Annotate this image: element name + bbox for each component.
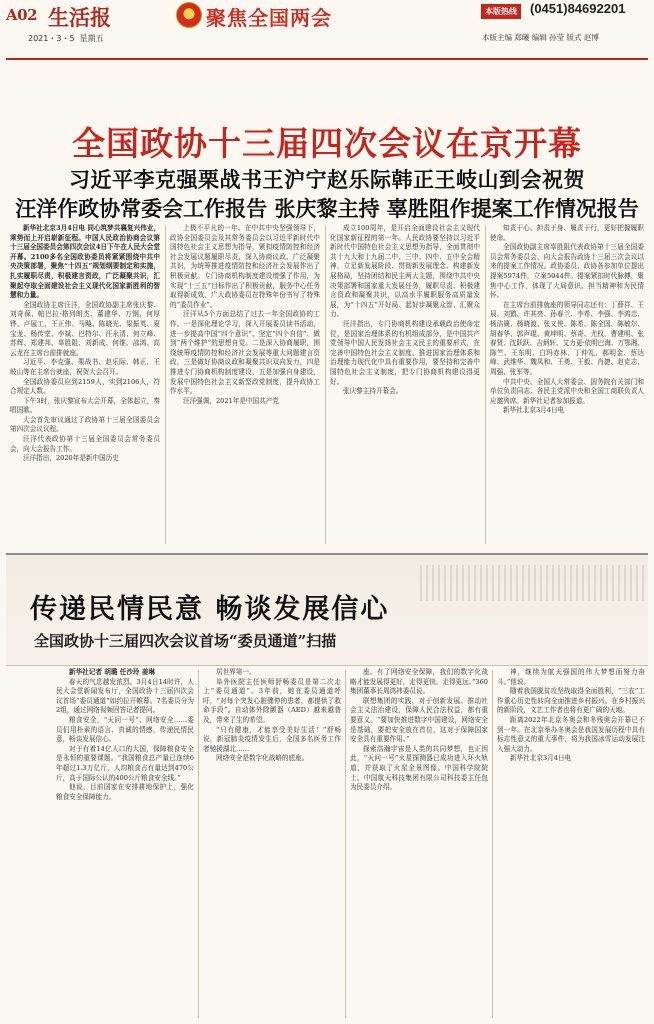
story1-column-4 bbox=[490, 224, 644, 548]
paragraph: 大会首先审议通过了政协第十三届全国委员会第四次会议议程。 bbox=[10, 415, 160, 434]
paragraph: 新华社北京3月4日电 同心筑梦共襄复兴伟业，乘势而上开启崭新征程。中国人民政治协商会议第十三届全国委员会第四次会议4日下午在人民大会堂开幕。2100多名全国政协委员将紧紧围绕中共中央决策部署，聚焦“十四五”规划纲要制定和实施，扎实履职尽责，积极建言资政，广泛凝聚共识，汇聚起夺取全面建设社会主义现代化国家新胜利的智慧和力量。 bbox=[10, 224, 160, 300]
paragraph: 随着我国脱贫攻坚战取得全面胜利，“三农”工作重心历史性转向全面推进乡村振兴。在乡村振兴的新阶段，文艺工作者也将有更广阔的天地。 bbox=[497, 687, 645, 715]
paragraph: 联想集团的实践，对于创新发展、推动社会主义法治建设，保障人民合法权益，都有重要意义。“要加快推进数字中国建设，网络安全是基础，要把安全放在首位，这对于保障国家安全具有重要作用。” bbox=[350, 696, 488, 744]
story2-subheadline: 全国政协十三届四次会议首场“委员通道”扫描 bbox=[34, 632, 337, 650]
paragraph: 粮食安全，“天问一号”、网络安全……委员们用朴素的语言、真诚的情感，传递民情民意，畅谈发展信心。 bbox=[56, 715, 194, 744]
story2-column-2 bbox=[203, 668, 341, 1020]
paragraph: 距离2022年北京冬奥会和冬残奥会开幕已不到一年。在北京举办冬奥会是我国发展历程中具有标志性意义的重大事件，将为我国冰雪运动发展注入强大动力。 bbox=[497, 715, 645, 753]
issue-weekday: 星期五 bbox=[79, 34, 104, 43]
paragraph: 网络安全是数字化战略的底座。 bbox=[216, 754, 309, 763]
issue-date bbox=[28, 33, 104, 44]
paragraph: 神，继续为航天强国的伟大梦想而努力奋斗。”他说。 bbox=[497, 668, 645, 686]
paragraph: 新华社北京3月4日电 bbox=[503, 406, 565, 415]
issue-date-value: 2021・3・5 bbox=[28, 34, 75, 43]
paragraph: 全国政协委员应到2159人，实到2106人，符合规定人数。 bbox=[10, 377, 160, 396]
column-divider bbox=[492, 670, 493, 1018]
paragraph: 汪洋从5个方面总结了过去一年全国政协的工作。一是深化理论学习，深入开展委员读书活动，进一步提高中国“四个意识”、坚定“四个自信”、做到“两个维护”的思想自觉。二是深入协商履职，围绕统筹疫情防控和经济社会发展等重大问题建言资政，三是做好协商议政和凝聚共识双向发力，四是推进专门协商机构制度建设，五是加强自身建设，发展中国特色社会主义新型政党制度，提升政协工作水平。 bbox=[170, 310, 320, 396]
paragraph: 新华社北京3月4日电 bbox=[510, 754, 572, 763]
paragraph: 知责于心、担责于身、履责于行，更好把握履职使命。 bbox=[490, 224, 644, 242]
hotline-label: 本版热线 bbox=[481, 4, 521, 19]
hotline-number: (0451)84692201 bbox=[530, 1, 626, 16]
paragraph: 座。有了网络安全保障，我们的数字化战略才能发展得更好，走得更快、走得更远。”360集团董事长周鸿祎委员说。 bbox=[350, 668, 488, 696]
story2-column-1 bbox=[56, 668, 194, 1020]
paragraph: 对于有着14亿人口的大国，保障粮食安全是永恒的重要课题。“我国粮食总产量已连续6年超过1.3万亿斤，人均粮食占有量达到470公斤，高于国际公认的400公斤粮食安全线。” bbox=[56, 744, 194, 782]
story1-column-3 bbox=[330, 224, 480, 548]
paragraph: 中共中央、全国人大常委会、国务院有关部门和单位负责同志、各民主党派中央和全国工商联负责人应邀列席。新华社记者参加报道。 bbox=[490, 377, 644, 405]
byline: 新华社记者 胡璐 任沙玲 姜琳 bbox=[69, 668, 156, 676]
column-divider bbox=[485, 226, 486, 544]
paragraph: 春天的气息越发浓烈。3月4日14时许，人民大会堂新闻发布厅，全国政协十三届四次会议首场“委员通道”如约拉开帷幕。7名委员分为2组，通过网络视频回答记者提问。 bbox=[56, 677, 194, 715]
paragraph: 下午3时，张庆黎宣布大会开幕，全体起立，奏唱国歌。 bbox=[10, 396, 160, 415]
story2-column-4 bbox=[497, 668, 645, 1020]
story1-column-1 bbox=[10, 224, 160, 548]
paragraph: 居世界第一。 bbox=[216, 668, 256, 676]
subheadline-2: 汪洋作政协常委会工作报告 张庆黎主持 辜胜阻作提案工作情况报告 bbox=[15, 196, 639, 221]
paragraph: 汪洋强调，2021年是中国共产党 bbox=[183, 396, 279, 405]
column-divider bbox=[198, 670, 199, 1018]
story2-headline: 传递民情民意 畅谈发展信心 bbox=[30, 594, 390, 625]
paragraph: 汪洋代表政协第十三届全国委员会常务委员会，向大会报告工作。 bbox=[10, 435, 160, 453]
paragraph: 张庆黎主持开幕会。 bbox=[343, 387, 403, 396]
column-divider bbox=[345, 670, 346, 1018]
story2-column-3 bbox=[350, 668, 488, 1020]
paragraph: 汪洋指出，专门协商机构建设承载政治使命定位，是国家治理体系的有机组成部分，是中国共产党领导中国人民发扬社会主义民主的重要形式，在完善中国特色社会主义制度、推进国家治理体系和治理能力现代化中具有重要作用，要坚持和完善中国特色社会主义制度，把专门协商机构建设得更好。 bbox=[330, 319, 480, 386]
section-banner: 聚焦全国两会 bbox=[206, 6, 332, 30]
paragraph: 阜外医院主任医师舒畅委员是第二次走上“委员通道”。3年前，她在委员通道呼吁，“对每个突发心脏骤停的患者，都提供了救命手段”。自动体外除颤器（AED）越来越普及，带来了生的希望。 bbox=[203, 677, 341, 724]
subheadline-1: 习近平李克强栗战书王沪宁赵乐际韩正王岐山到会祝贺 bbox=[69, 167, 585, 192]
column-divider bbox=[325, 226, 326, 544]
main-headline: 全国政协十三届四次会议在京开幕 bbox=[72, 124, 582, 163]
editor-credits: 本版主编 郑曦 编辑 孙莹 版式 赵博 bbox=[482, 33, 599, 42]
decorative-stripes bbox=[420, 565, 648, 601]
paragraph: 他说，目前国家在安排耕地保护上，强化粮食安全保障能力。 bbox=[56, 783, 194, 801]
page-number: A02 bbox=[6, 6, 38, 24]
newspaper-logo: 生活报 bbox=[48, 5, 111, 30]
paragraph: 成立100周年，是开启全面建设社会主义现代化国家新征程的第一年。人民政协要坚持以习近平新时代中国特色社会主义思想为指导，全面贯彻中共十九大和十九届二中、三中、四中、五中全会精神，立足新发展阶段、贯彻新发展理念、构建新发展格局，坚持团结和民主两大主题，围绕中共中央决策部署和国家重大发展任务，履职尽责、积极建言资政和凝聚共识，以高水平履职服务高质量发展，为“十四五”开好局、起好步凝聚众智、汇聚众力。 bbox=[330, 224, 480, 319]
story1-column-2 bbox=[170, 224, 320, 548]
masthead-divider bbox=[6, 58, 648, 60]
paragraph: 上极不平凡的一年。在中共中央坚强领导下，政协全国委员会及其常务委员会以习近平新时代中国特色社会主义思想为指导，紧扣疫情防控和经济社会发展议题履职尽责，深入协商议政、广泛凝聚共识，为统筹推进疫情防控和经济社会发展作出了积极贡献。专门协商机构制度建设增强了作用，为实现“十三五”目标作出了积极贡献，服务中心任务取得新成效，广大政协委员在特殊年份书写了特殊的“委员作业”。 bbox=[170, 224, 320, 309]
paragraph: “只有健康，才能享受美好生活！”舒畅说，新冠肺炎疫情发生后，全国多名医务工作者驰援湖北…… bbox=[203, 725, 341, 753]
column-divider bbox=[165, 226, 166, 544]
paragraph: 全国政协主席汪洋，全国政协副主席张庆黎、刘奇葆、帕巴拉·格列朗杰、董建华、万钢、何厚铧、卢展工、王正伟、马飚、陈晓光、梁振英、夏宝龙、杨传堂、李斌、巴特尔、汪永清、何立峰、苏辉、郑建邦、辜胜阻、刘新成、何维、邵鸿、高云龙在主席台前排就座。 bbox=[10, 300, 160, 357]
masthead bbox=[0, 0, 654, 62]
paragraph: 全国政协副主席辜胜阻代表政协第十三届全国委员会常务委员会，向大会报告政协十三届三次会议以来的提案工作情况。政协委员、政协各参加单位提出提案5974件，立案5044件。提案紧扣时代脉搏，聚焦中心工作，体现了大局意识、担当精神和为民情怀。 bbox=[490, 243, 644, 300]
paragraph: 习近平、李克强、栗战书、赵乐际、韩正、王岐山等在主席台就座，祝贺大会召开。 bbox=[10, 358, 160, 376]
paragraph: 汪洋指出，2020年是新中国历史 bbox=[23, 454, 119, 463]
paragraph: 探索浩瀚宇宙是人类的共同梦想，也正因此，“天问一号”火星探测器已成功进入环火轨道，并获取了火星全景图像。中国科学院院士、中国航天科技集团有限公司科技委主任包为民委员介绍。 bbox=[350, 744, 488, 792]
national-emblem-icon bbox=[176, 2, 202, 28]
paragraph: 在主席台前排就座的领导同志还有：丁薛祥、王晨、刘鹤、许其亮、孙春兰、李希、李强、李鸿忠、杨洁篪、杨晓渡、张又侠、陈希、陈全国、陈敏尔、胡春华、郭声琨、黄坤明、蔡奇、尤权、曹建明、张春贤、沈跃跃、吉炳轩、艾力更·依明巴海、万鄂湘、陈竺、王东明、白玛赤林、丁仲礼、郝明金、蔡达峰、武维华、魏凤和、王勇、王毅、肖捷、赵克志、周强、张军等。 bbox=[490, 300, 644, 376]
